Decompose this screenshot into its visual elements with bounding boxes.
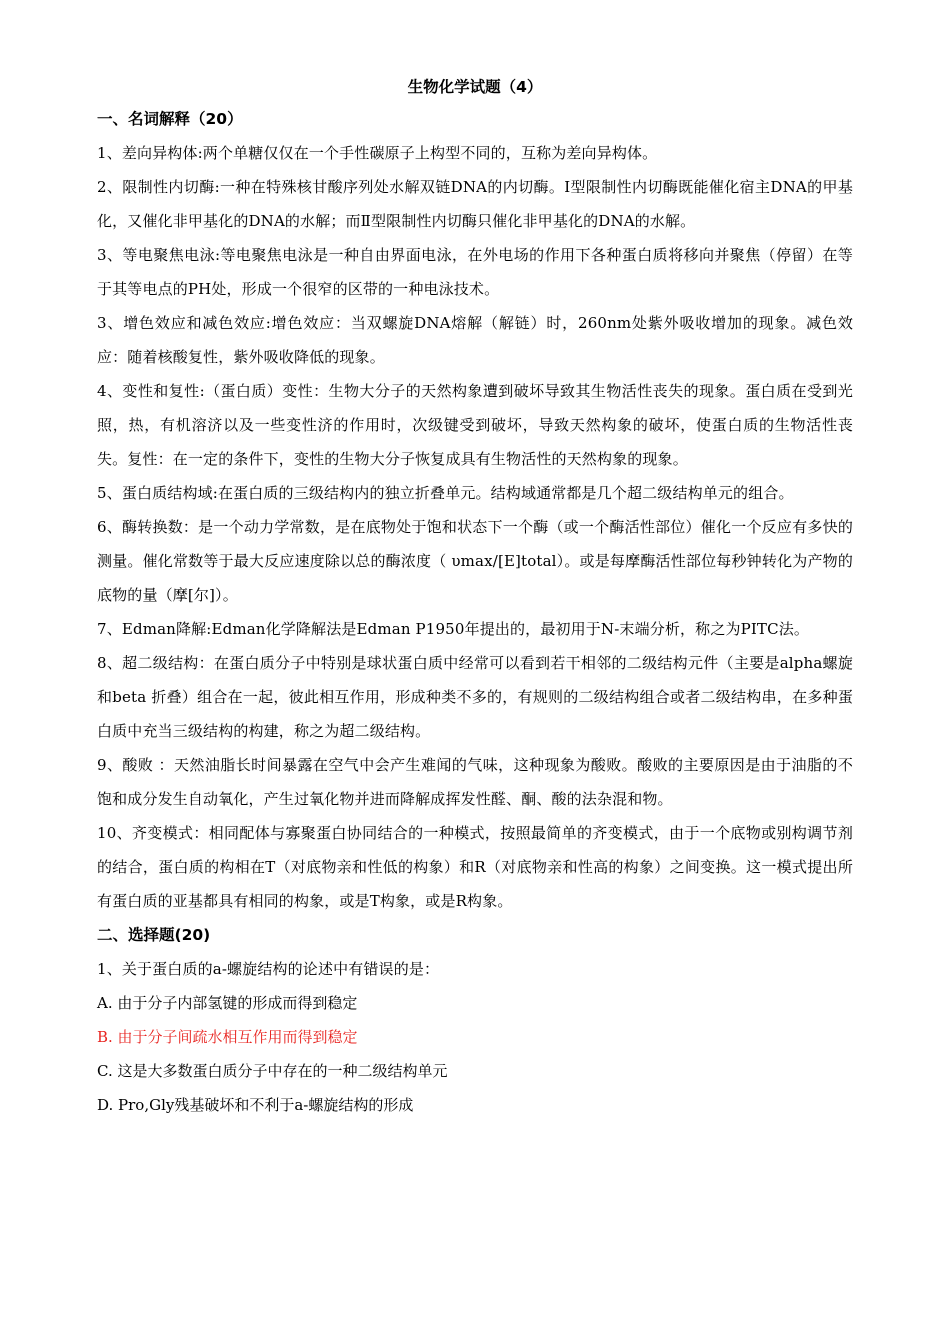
answer-option-a: A. 由于分子内部氢键的形成而得到稳定: [97, 994, 358, 1012]
section-heading-definitions: 一、名词解释（20）: [97, 110, 243, 128]
answer-option-c: C. 这是大多数蛋白质分子中存在的一种二级结构单元: [97, 1062, 448, 1080]
answer-option-d: D. Pro,Gly残基破坏和不利于a-螺旋结构的形成: [97, 1096, 414, 1114]
answer-option-b-highlighted: B. 由于分子间疏水相互作用而得到稳定: [97, 1028, 358, 1046]
definition-item: 7、Edman降解:Edman化学降解法是Edman P1950年提出的，最初用于N-末端分析，称之为PITC法。: [97, 620, 810, 638]
section-heading-multiple-choice: 二、选择题(20): [97, 926, 211, 944]
definition-item: 4、变性和复性:（蛋白质）变性：生物大分子的天然构象遭到破坏导致其生物活性丧失的现象。蛋白质在受到光照，热，有机溶济以及一些变性济的作用时，次级键受到破坏，导致天然构象的破坏，使蛋白质的生物活性丧失。复性：在一定的条件下，变性的生物大分子恢复成具有生物活性的天然构象的现象。: [97, 382, 853, 468]
document-page: [97, 74, 853, 1122]
question-text: 1、关于蛋白质的a-螺旋结构的论述中有错误的是：: [97, 960, 440, 978]
definition-item: 3、等电聚焦电泳:等电聚焦电泳是一种自由界面电泳，在外电场的作用下各种蛋白质将移向并聚焦（停留）在等于其等电点的PH处，形成一个很窄的区带的一种电泳技术。: [97, 246, 853, 298]
definition-item: 3、增色效应和减色效应:增色效应：当双螺旋DNA熔解（解链）时，260nm处紫外吸收增加的现象。减色效应：随着核酸复性，紫外吸收降低的现象。: [97, 314, 853, 366]
definition-item: 9、酸败 ：天然油脂长时间暴露在空气中会产生难闻的气味，这种现象为酸败。酸败的主要原因是由于油脂的不饱和成分发生自动氧化，产生过氧化物并进而降解成挥发性醛、酮、酸的法杂混和物。: [97, 756, 853, 808]
definition-item: 8、超二级结构：在蛋白质分子中特别是球状蛋白质中经常可以看到若干相邻的二级结构元件（主要是alpha螺旋 和beta 折叠）组合在一起，彼此相互作用，形成种类不多的，有规则的二级结构组合或者二级结构串，在多种蛋白质中充当三级结构的构建，称之为超二级结构。: [97, 654, 853, 740]
definition-item: 10、齐变模式：相同配体与寡聚蛋白协同结合的一种模式，按照最简单的齐变模式，由于一个底物或别构调节剂的结合，蛋白质的构相在T（对底物亲和性低的构象）和R（对底物亲和性高的构象）之间变换。这一模式提出所有蛋白质的亚基都具有相同的构象，或是T构象，或是R构象。: [97, 824, 853, 910]
definition-item: 1、差向异构体:两个单糖仅仅在一个手性碳原子上构型不同的，互称为差向异构体。: [97, 144, 658, 162]
definition-item: 6、酶转换数：是一个动力学常数，是在底物处于饱和状态下一个酶（或一个酶活性部位）催化一个反应有多快的测量。催化常数等于最大反应速度除以总的酶浓度（ υmax/[E]total）。或是每摩酶活性部位每秒钟转化为产物的底物的量（摩[尔]）。: [97, 518, 853, 604]
document-title: 生物化学试题（4）: [407, 78, 543, 96]
definition-item: 2、限制性内切酶:一种在特殊核甘酸序列处水解双链DNA的内切酶。Ⅰ型限制性内切酶既能催化宿主DNA的甲基化，又催化非甲基化的DNA的水解；而Ⅱ型限制性内切酶只催化非甲基化的DNA的水解。: [97, 178, 853, 230]
definition-item: 5、蛋白质结构域:在蛋白质的三级结构内的独立折叠单元。结构域通常都是几个超二级结构单元的组合。: [97, 484, 794, 502]
